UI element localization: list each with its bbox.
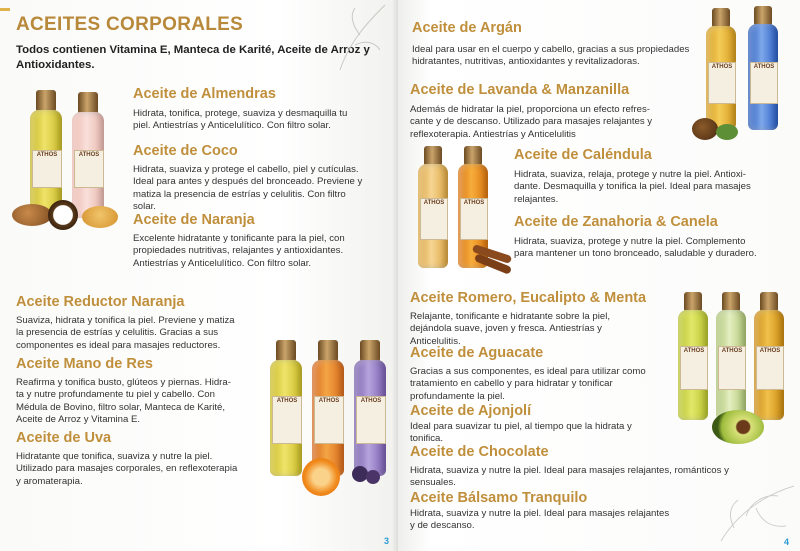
romero-aguacate-ajonjoli-bottles-image <box>674 290 798 450</box>
desc-line: sensuales. <box>410 477 456 489</box>
product-title-argan: Aceite de Argán <box>412 20 522 36</box>
desc-line: Hidrata, suaviza y nutre la piel. Ideal para masajes relajantes <box>410 508 670 519</box>
product-title-romero: Aceite Romero, Eucalipto & Menta <box>410 290 647 306</box>
product-desc-lavanda-manzanilla <box>410 104 700 141</box>
desc-line: Hidrata, tonifica, protege, suaviza y desmaquilla tu <box>133 108 348 119</box>
desc-line: Médula de Bovino, filtro solar, Manteca de Karité, <box>16 401 226 413</box>
product-title-uva: Aceite de Uva <box>16 430 112 446</box>
bottle-label: ATHOS <box>314 396 344 444</box>
product-title-chocolate: Aceite de Chocolate <box>410 444 549 460</box>
bottle-label: ATHOS <box>718 346 746 390</box>
desc-line: Aceite de Arroz y Vitamina E. <box>16 414 141 426</box>
desc-line: Anticelulitis. <box>410 335 461 347</box>
product-title-lavanda-manzanilla: Aceite de Lavanda & Manzanilla <box>410 82 630 98</box>
page-number: 4 <box>784 537 790 547</box>
product-title-almendras: Aceite de Almendras <box>133 86 276 102</box>
product-title-naranja: Aceite de Naranja <box>133 212 255 228</box>
desc-line: ta y nutre profundamente tu piel y cabello. Con <box>16 389 215 401</box>
desc-line: para mantener un tono bronceado, saludable y duradero. <box>514 248 757 260</box>
product-desc-coco <box>133 164 388 214</box>
page-number: 3 <box>384 536 390 546</box>
product-desc-uva <box>16 451 266 488</box>
desc-line: tonifica. <box>410 433 444 445</box>
desc-line: la presencia de estrías y celulitis. Gracias a sus <box>16 327 219 339</box>
mano-res-uva-bottles-image <box>262 338 392 500</box>
product-desc-mano-res <box>16 377 266 427</box>
desc-line: reflexoterapia. Antiestrías y Anticelulitis <box>410 128 576 140</box>
desc-line: Excelente hidratante y tonificante para la piel, con <box>133 233 345 244</box>
bottle-label: ATHOS <box>750 62 778 104</box>
product-desc-romero <box>410 311 670 348</box>
desc-line: Relajante, tonificante e hidratante sobre la piel, <box>410 311 610 322</box>
desc-line: tratamiento en cabello y para hidratar y tonificar <box>410 378 613 390</box>
product-title-zanahoria-canela: Aceite de Zanahoria & Canela <box>514 214 718 230</box>
desc-line: propiedades nutritivas, relajantes y antioxidantes. <box>133 245 344 257</box>
almendras-coco-bottles-image <box>12 88 124 238</box>
product-title-coco: Aceite de Coco <box>133 143 238 159</box>
desc-line: Ideal para usar en el cuerpo y cabello, gracias a sus propiedades <box>412 44 690 55</box>
desc-line: componentes es ideal para masajes reductores. <box>16 339 221 351</box>
product-title-mano-res: Aceite Mano de Res <box>16 356 153 372</box>
desc-line: Gracias a sus componentes, es ideal para utilizar como <box>410 366 646 377</box>
product-title-balsamo-tranquilo: Aceite Bálsamo Tranquilo <box>410 490 588 506</box>
leaf-sketch-icon <box>330 0 390 80</box>
desc-line: piel. Antiestrías y Anticelulítico. Con filtro solar. <box>133 120 331 132</box>
product-desc-zanahoria-canela <box>514 236 794 261</box>
product-desc-naranja <box>133 233 388 270</box>
desc-line: dejándola suave, joven y fresca. Antiestrías y <box>410 323 602 335</box>
desc-line: Utilizado para masajes corporales, en reflexoterapia <box>16 463 238 475</box>
desc-line: cante y de descanso. Utilizado para masajes relajantes y <box>410 116 653 128</box>
right-page <box>398 0 800 551</box>
bottle-label: ATHOS <box>356 396 386 444</box>
page-title: ACEITES CORPORALES <box>16 14 244 35</box>
bottle-label: ATHOS <box>460 198 488 240</box>
bottle-label: ATHOS <box>32 150 62 188</box>
desc-line: profundamente la piel. <box>410 390 505 402</box>
title-accent-mark <box>0 8 10 11</box>
bottle-label: ATHOS <box>680 346 708 390</box>
bottle-label: ATHOS <box>756 346 784 390</box>
product-title-aguacate: Aceite de Aguacate <box>410 345 544 361</box>
desc-line: Ideal para antes y después del bronceado. Previene y <box>133 176 363 188</box>
desc-line: hidratantes, nutritivas, antioxidantes y revitalizadoras. <box>412 56 640 68</box>
desc-line: Hidrata, suaviza y nutre la piel. Ideal para masajes relajantes, románticos y <box>410 465 729 476</box>
argan-lavanda-bottles-image <box>690 6 796 142</box>
bottle-label: ATHOS <box>272 396 302 444</box>
desc-line: Hidrata, suaviza y protege el cabello, piel y cutículas. <box>133 164 359 175</box>
product-desc-calendula <box>514 169 794 206</box>
desc-line: Reafirma y tonifica busto, glúteos y piernas. Hidra- <box>16 377 231 388</box>
desc-line: Hidrata, suaviza, relaja, protege y nutre la piel. Antioxi- <box>514 169 746 180</box>
desc-line: Hidratante que tonifica, suaviza y nutre la piel. <box>16 451 213 462</box>
left-page <box>0 0 398 551</box>
product-desc-balsamo-tranquilo <box>410 508 710 533</box>
desc-line: Además de hidratar la piel, proporciona un efecto refres- <box>410 104 650 115</box>
leaf-sketch-icon <box>716 466 796 546</box>
desc-line: Suaviza, hidrata y tonifica la piel. Previene y matiza <box>16 315 235 326</box>
intro-text: Todos contienen Vitamina E, Manteca de Karité, Aceite de Arroz y Antioxidantes. <box>16 44 370 71</box>
desc-line: relajantes. <box>514 193 559 205</box>
desc-line: y aromaterapia. <box>16 475 83 487</box>
product-desc-argan <box>412 44 712 69</box>
product-desc-ajonjoli <box>410 421 674 446</box>
product-title-reductor-naranja: Aceite Reductor Naranja <box>16 294 185 310</box>
desc-line: Antiestrías y Anticelulítico. Con filtro solar. <box>133 257 312 269</box>
product-desc-aguacate <box>410 366 674 403</box>
desc-line: Ideal para suavizar tu piel, al tiempo que la hidrata y <box>410 421 632 432</box>
bottle-label: ATHOS <box>74 150 104 188</box>
desc-line: Hidrata, suaviza, protege y nutre la piel. Complemento <box>514 236 746 247</box>
desc-line: dante. Desmaquilla y tonifica la piel. Ideal para masajes <box>514 181 751 193</box>
product-title-calendula: Aceite de Caléndula <box>514 147 652 163</box>
desc-line: solar. <box>133 201 156 213</box>
bottle-label: ATHOS <box>420 198 448 240</box>
desc-line: matiza la presencia de estrías y celulitis. Con filtro <box>133 188 346 200</box>
bottle-label: ATHOS <box>708 62 736 104</box>
desc-line: y de descanso. <box>410 520 475 532</box>
product-title-ajonjoli: Aceite de Ajonjolí <box>410 403 532 419</box>
product-desc-reductor-naranja <box>16 315 266 352</box>
product-desc-almendras <box>133 108 388 133</box>
calendula-zanahoria-bottles-image <box>408 142 512 288</box>
